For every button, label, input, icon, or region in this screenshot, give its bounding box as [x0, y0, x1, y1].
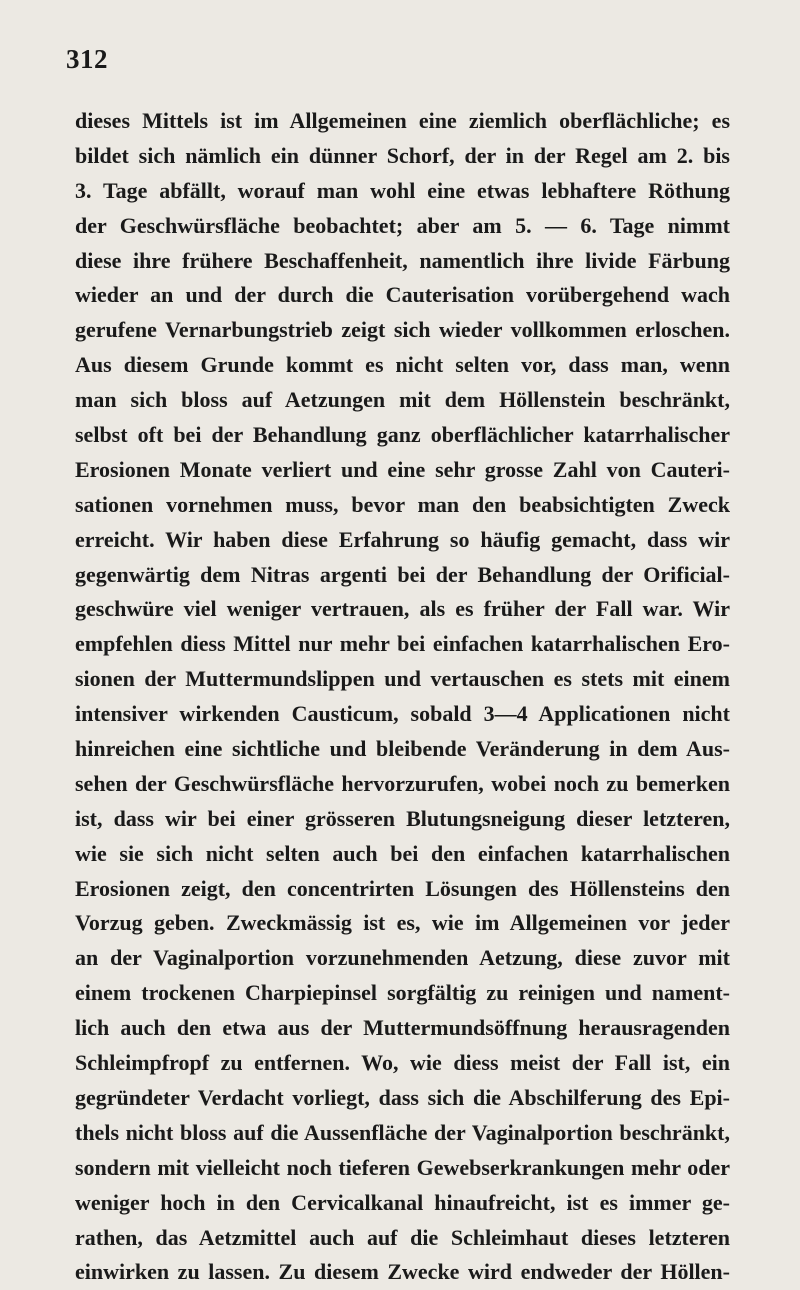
text-line: geschwüre viel weniger vertrauen, als es früher der Fall war. Wir [75, 596, 730, 622]
text-line: intensiver wirkenden Causticum, sobald 3—4 Applicationen nicht [75, 701, 730, 727]
text-line: gegenwärtig dem Nitras argenti bei der Behandlung der Orificial- [75, 561, 730, 587]
text-line: bildet sich nämlich ein dünner Schorf, der in der Regel am 2. bis [75, 142, 730, 168]
text-line: wieder an und der durch die Cauterisation vorübergehend wach [75, 282, 730, 308]
text-line: lich auch den etwa aus der Muttermundsöffnung herausragenden [75, 1015, 730, 1041]
text-line: thels nicht bloss auf die Aussenfläche der Vaginalportion beschränkt, [75, 1119, 730, 1145]
text-line: einem trockenen Charpiepinsel sorgfältig zu reinigen und nament- [75, 980, 730, 1006]
text-line: Aus diesem Grunde kommt es nicht selten vor, dass man, wenn [75, 352, 730, 378]
text-line: Schleimpfropf zu entfernen. Wo, wie diess meist der Fall ist, ein [75, 1050, 730, 1076]
text-line: erreicht. Wir haben diese Erfahrung so häufig gemacht, dass wir [75, 526, 730, 552]
text-line: ist, dass wir bei einer grösseren Blutungsneigung dieser letzteren, [75, 805, 730, 831]
text-line: Erosionen zeigt, den concentrirten Lösungen des Höllensteins den [75, 875, 730, 901]
text-line: Vorzug geben. Zweckmässig ist es, wie im Allgemeinen vor jeder [75, 910, 730, 936]
text-line: diese ihre frühere Beschaffenheit, namentlich ihre livide Färbung [75, 247, 730, 273]
text-line: Erosionen Monate verliert und eine sehr grosse Zahl von Cauteri- [75, 456, 730, 482]
text-line: hinreichen eine sichtliche und bleibende Veränderung in dem Aus- [75, 736, 730, 762]
text-line: empfehlen diess Mittel nur mehr bei einfachen katarrhalischen Ero- [75, 631, 730, 657]
text-body [75, 104, 730, 1290]
text-line: sionen der Muttermundslippen und vertauschen es stets mit einem [75, 666, 730, 692]
text-line: wie sie sich nicht selten auch bei den einfachen katarrhalischen [75, 840, 730, 866]
text-line: einwirken zu lassen. Zu diesem Zwecke wird endweder der Höllen- [75, 1259, 730, 1285]
text-line: gerufene Vernarbungstrieb zeigt sich wieder vollkommen erloschen. [75, 317, 730, 343]
text-line: an der Vaginalportion vorzunehmenden Aetzung, diese zuvor mit [75, 945, 730, 971]
text-line: 3. Tage abfällt, worauf man wohl eine etwas lebhaftere Röthung [75, 177, 730, 203]
text-line: sondern mit vielleicht noch tieferen Gewebserkrankungen mehr oder [75, 1154, 730, 1180]
text-line: man sich bloss auf Aetzungen mit dem Höllenstein beschränkt, [75, 387, 730, 413]
text-line: sationen vornehmen muss, bevor man den beabsichtigten Zweck [75, 491, 730, 517]
text-line: gegründeter Verdacht vorliegt, dass sich die Abschilferung des Epi- [75, 1084, 730, 1110]
page-number: 312 [66, 44, 108, 74]
text-line: rathen, das Aetzmittel auch auf die Schleimhaut dieses letzteren [75, 1224, 730, 1250]
text-line: selbst oft bei der Behandlung ganz oberflächlicher katarrhalischer [75, 422, 730, 448]
text-line: der Geschwürsfläche beobachtet; aber am 5. — 6. Tage nimmt [75, 212, 730, 238]
text-line: sehen der Geschwürsfläche hervorzurufen, wobei noch zu bemerken [75, 770, 730, 796]
text-line: weniger hoch in den Cervicalkanal hinaufreicht, ist es immer ge- [75, 1189, 730, 1215]
text-line: dieses Mittels ist im Allgemeinen eine ziemlich oberflächliche; es [75, 108, 730, 133]
